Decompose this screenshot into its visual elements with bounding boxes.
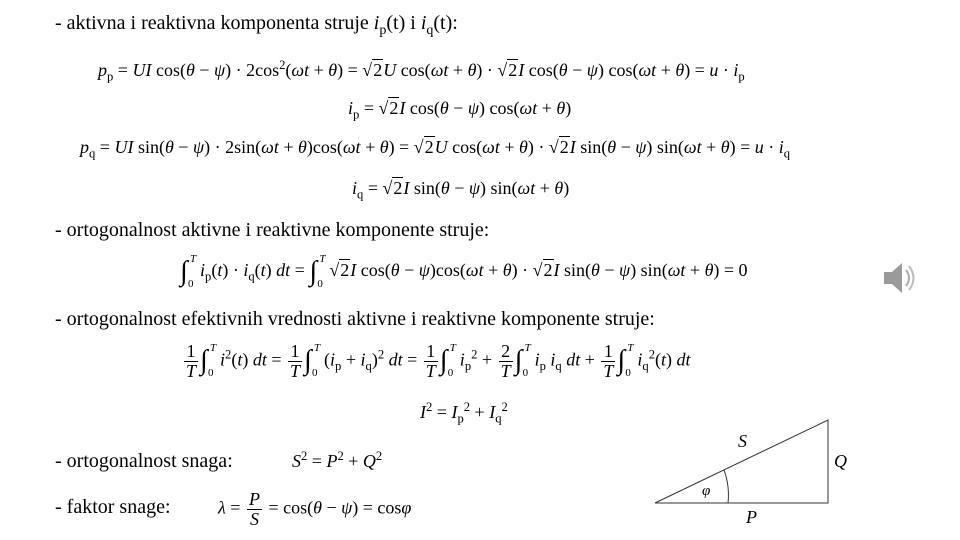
- label-base: P: [746, 507, 757, 527]
- equation-pp: $p_p$ = UI $\cos(\theta - \psi) \cdot 2\cos^2(\omega t + \theta) = √2U$ cos(ωt + θ) · √2I cos(θ − ψ) $\cos(\omega t + \theta) = u \cdot i_p$: [98, 58, 745, 84]
- bullet-power-factor: - faktor snage:: [55, 496, 171, 518]
- label-vert: Q: [834, 451, 847, 471]
- angle-arc: [724, 470, 728, 503]
- ip-sub: p: [379, 23, 387, 38]
- equation-rms-sum: $I^2 = I_p^2 + I_q^2$: [420, 400, 508, 426]
- equation-rms-integral: $\frac{1}{T}$ ∫ T 0 $i^2(t)$ dt = $\frac{1}{T}$ ∫ T 0 $(i_p + i_q)^2$ dt = $\frac{1}{T}$ ∫ T 0 $i_p^2$ + $\frac{2}{T}$ ∫ T 0 $i_p$ $i_q$ dt + $\frac{1}{T}$ ∫ T 0 $i_q^2(t)$ dt: [186, 341, 691, 381]
- and-text: i: [405, 12, 421, 34]
- bullet-orthogonality-rms: - ortogonalnost efektivnih vrednosti aktivne i reaktivne komponente struje:: [55, 308, 655, 330]
- speaker-icon[interactable]: [880, 258, 920, 298]
- iq-symbol: i: [420, 12, 427, 34]
- label-angle: φ: [702, 483, 711, 499]
- ip-arg: (t): [386, 12, 406, 34]
- bullet-active-reactive: [55, 12, 458, 38]
- label-hyp: S: [738, 431, 747, 451]
- bullet-orthogonality-current: - ortogonalnost aktivne i reaktivne komponente struje:: [55, 219, 490, 241]
- power-triangle: [650, 415, 860, 535]
- equation-power-sum: $S^2 = P^2 + Q^2$: [292, 449, 383, 471]
- bullet-text: - aktivna i reaktivna komponenta struje: [55, 12, 374, 34]
- equation-pq: $p_q$ = UI sin(θ − ψ) · 2sin(ωt + θ)cos(ωt + θ) = √2U cos(ωt + θ) · √2I sin(θ − ψ) $\sin(\omega t + \theta) = u \cdot i_q$: [80, 137, 791, 161]
- bullet-power-orthogonality: - ortogonalnost snaga:: [55, 450, 233, 472]
- iq-sub: q: [426, 23, 434, 38]
- equation-ip: $i_p = √2I$ cos(θ − ψ) cos(ωt + θ): [348, 98, 572, 122]
- ip-symbol: i: [373, 12, 380, 34]
- equation-integral-product: ∫ T 0 $i_p(t) \cdot i_q(t)$ dt = ∫ T 0 √2I cos(θ − ψ)cos(ωt + θ) · √2I sin(θ − ψ) sin(ωt + θ) = 0: [180, 253, 748, 290]
- iq-arg: (t):: [433, 12, 458, 34]
- equation-iq: $i_q = √2I$ sin(θ − ψ) sin(ωt + θ): [352, 178, 570, 202]
- equation-power-factor: λ = $\frac{P}{S}$ = cos(θ − ψ) = cosφ: [218, 489, 412, 529]
